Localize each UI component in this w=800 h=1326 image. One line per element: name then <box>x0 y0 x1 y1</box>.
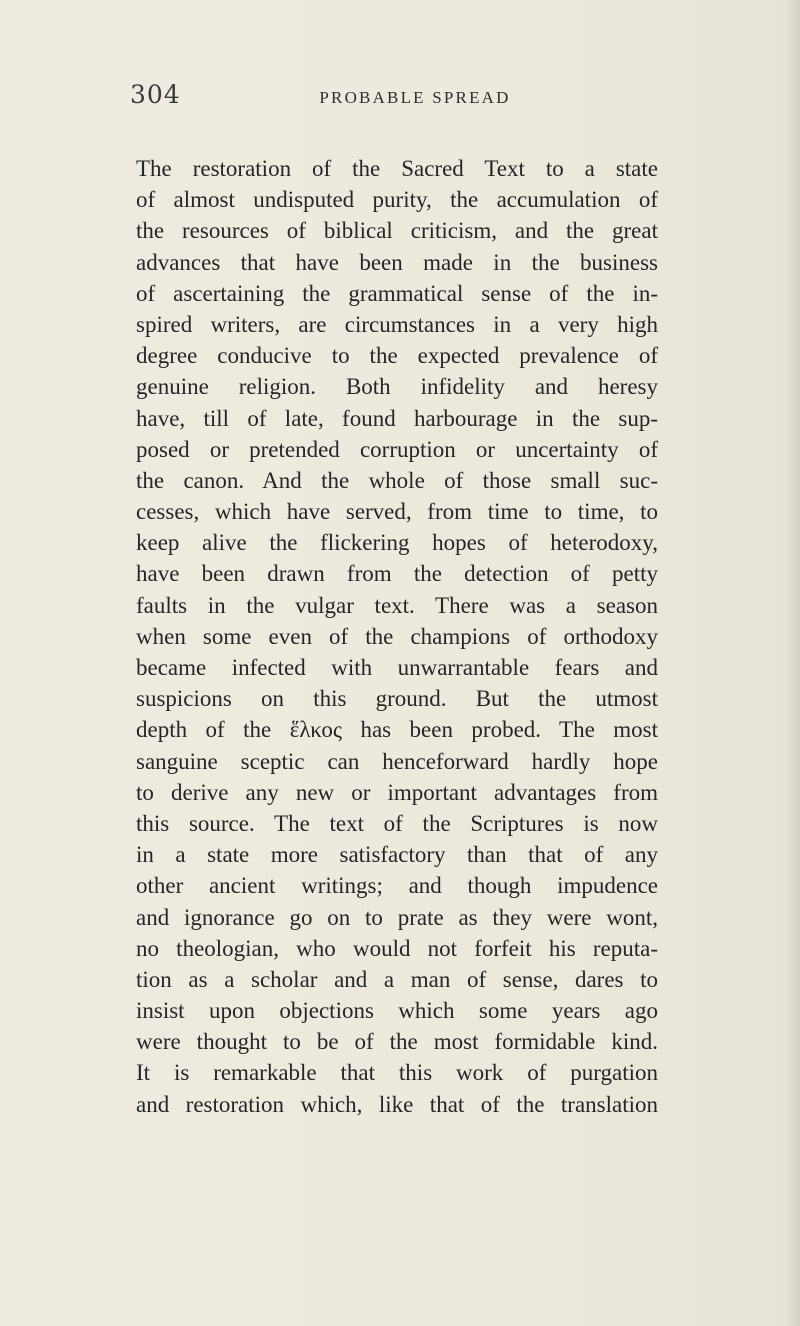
text-line: keep alive the flickering hopes of heterodoxy, <box>136 530 658 556</box>
page-number: 304 <box>130 80 181 109</box>
text-line: depth of the ἕλκος has been probed. The most <box>136 717 658 743</box>
page-edge-shadow <box>786 0 800 1326</box>
text-line: when some even of the champions of orthodoxy <box>136 623 658 649</box>
text-line: and restoration which, like that of the translation <box>136 1091 658 1117</box>
text-line: degree conducive to the expected prevalence of <box>136 343 658 369</box>
text-line: of almost undisputed purity, the accumulation of <box>136 187 658 213</box>
running-head: PROBABLE SPREAD <box>319 88 511 107</box>
text-line: faults in the vulgar text. There was a season <box>136 592 658 618</box>
text-line: spired writers, are circumstances in a very high <box>136 311 658 337</box>
text-line: other ancient writings; and though impudence <box>136 873 658 899</box>
text-line: tion as a scholar and a man of sense, dares to <box>136 966 658 992</box>
page-header <box>130 80 650 120</box>
text-line: of ascertaining the grammatical sense of the in- <box>136 280 658 306</box>
text-line: posed or pretended corruption or uncertainty of <box>136 436 658 462</box>
text-line: advances that have been made in the business <box>136 249 658 275</box>
text-line: no theologian, who would not forfeit his reputa- <box>136 935 658 961</box>
body-text <box>136 153 658 1120</box>
text-line: the canon. And the whole of those small suc- <box>136 467 658 493</box>
text-line: It is remarkable that this work of purgation <box>136 1060 658 1086</box>
text-line: this source. The text of the Scriptures is now <box>136 810 658 836</box>
text-line: to derive any new or important advantages from <box>136 779 658 805</box>
text-line: became infected with unwarrantable fears and <box>136 655 658 680</box>
text-line: insist upon objections which some years ago <box>136 998 658 1024</box>
text-line: genuine religion. Both infidelity and heresy <box>136 374 658 400</box>
text-line: were thought to be of the most formidable kind. <box>136 1029 658 1055</box>
text-line: have been drawn from the detection of petty <box>136 561 658 587</box>
text-line: the resources of biblical criticism, and the great <box>136 218 658 244</box>
text-line: in a state more satisfactory than that of any <box>136 842 658 868</box>
text-line: The restoration of the Sacred Text to a state <box>136 156 658 181</box>
text-line: and ignorance go on to prate as they were wont, <box>136 904 658 930</box>
text-line: have, till of late, found harbourage in the sup- <box>136 405 658 431</box>
text-line: sanguine sceptic can henceforward hardly hope <box>136 748 658 774</box>
text-line: suspicions on this ground. But the utmost <box>136 686 658 712</box>
text-line: cesses, which have served, from time to time, to <box>136 499 658 525</box>
